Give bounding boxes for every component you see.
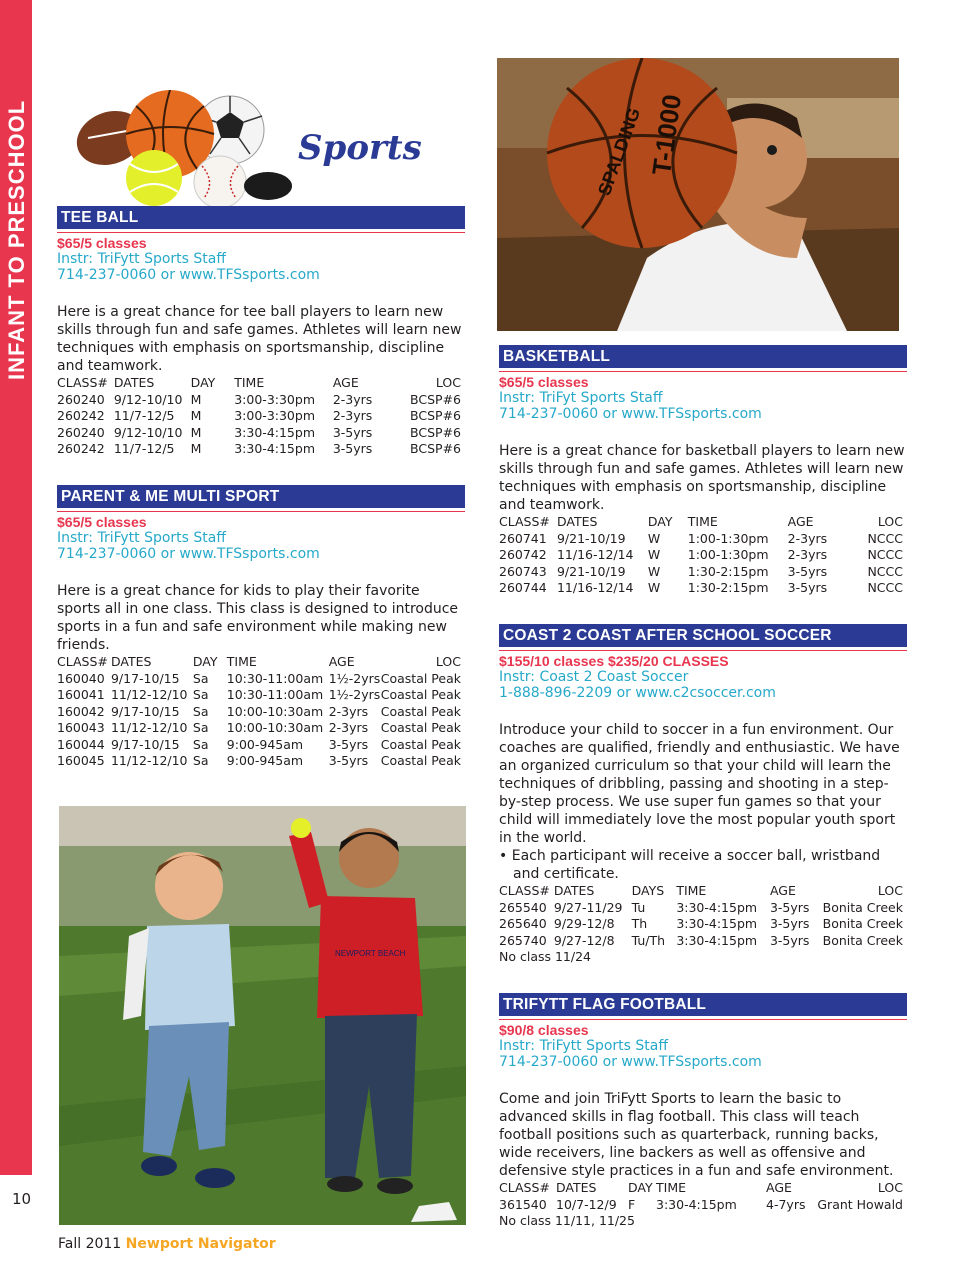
description: Here is a great chance for tee ball players to learn new skills through fun and safe games. Athletes will learn new techniques with emphasis on sportsmanship, discipline and teamwork. xyxy=(57,304,462,374)
table-row xyxy=(57,671,461,688)
table-cell: 9/12-10/10 xyxy=(113,424,183,440)
table-cell: 9/17-10/15 xyxy=(110,703,180,719)
table-cell: Sa xyxy=(192,753,209,768)
table-cell: 260240 xyxy=(57,391,105,407)
column-header: DAY xyxy=(192,654,218,669)
price: $65/5 classes xyxy=(499,374,589,390)
table-cell: W xyxy=(647,563,661,579)
table-cell: 3-5yrs xyxy=(769,899,810,915)
table-cell: 9/12-10/10 xyxy=(113,391,183,407)
table-cell: 9/21-10/19 xyxy=(556,530,626,546)
table-cell: 260242 xyxy=(57,441,105,456)
column-header: TIME xyxy=(676,883,707,898)
table-cell: 11/12-12/10 xyxy=(110,753,188,768)
table-row xyxy=(499,547,903,564)
column-header: AGE xyxy=(769,883,796,898)
table-cell: W xyxy=(647,530,661,546)
column-header: AGE xyxy=(332,375,359,390)
table-cell: 3-5yrs xyxy=(769,932,810,948)
basketball-kid-photo xyxy=(497,58,899,331)
parent-me-section xyxy=(57,485,465,770)
table-cell: 2-3yrs xyxy=(787,530,828,546)
ball-model-text: T-1000 xyxy=(646,92,688,177)
schedule-table xyxy=(499,514,903,597)
table-cell: 9/17-10/15 xyxy=(110,670,180,686)
column-header: TIME xyxy=(687,514,718,529)
ball-brand-text: SPALDING xyxy=(594,105,645,199)
section-heading: PARENT & ME MULTI SPORT xyxy=(57,485,465,508)
table-header-row xyxy=(499,883,903,900)
table-cell: 3-5yrs xyxy=(328,753,369,768)
table-cell: Coastal Peak xyxy=(380,687,461,702)
table-cell: 3-5yrs xyxy=(769,916,810,931)
instructor: Instr: TriFyt Sports Staff xyxy=(499,390,663,406)
column-header: TIME xyxy=(656,1180,687,1195)
table-cell: BCSP#6 xyxy=(410,424,461,440)
table-cell: 2-3yrs xyxy=(328,703,369,719)
table-cell: NCCC xyxy=(867,580,903,595)
table-cell: 361540 xyxy=(499,1196,547,1212)
hockey-puck-icon xyxy=(244,172,292,200)
table-row xyxy=(57,392,461,409)
contact-link[interactable]: 1-888-896-2209 or www.c2csoccer.com xyxy=(499,685,776,701)
table-row xyxy=(499,933,903,950)
table-cell: 9/17-10/15 xyxy=(110,736,180,752)
table-cell: 11/12-12/10 xyxy=(110,720,188,735)
table-row xyxy=(499,564,903,581)
table-cell: 3:30-4:15pm xyxy=(234,424,315,440)
column-header: DAY xyxy=(647,514,673,529)
table-row xyxy=(499,1197,903,1214)
table-cell: 11/12-12/10 xyxy=(110,687,188,702)
column-header: LOC xyxy=(435,375,461,390)
table-row xyxy=(499,900,903,917)
table-cell: M xyxy=(190,424,202,440)
table-cell: 10:30-11:00am xyxy=(226,670,324,686)
price: $155/10 classes $235/20 CLASSES xyxy=(499,653,729,669)
table-cell: BCSP#6 xyxy=(410,441,461,456)
table-cell: 9/21-10/19 xyxy=(556,563,626,579)
table-cell: Coastal Peak xyxy=(380,720,461,735)
table-cell: Sa xyxy=(192,670,209,686)
column-header: DATES xyxy=(553,883,595,898)
column-header: DAY xyxy=(190,375,216,390)
table-cell: NCCC xyxy=(867,530,903,546)
table-cell: 3:30-4:15pm xyxy=(676,916,758,931)
footer xyxy=(58,1236,276,1252)
contact-link[interactable]: 714-237-0060 or www.TFSsports.com xyxy=(499,1054,762,1070)
contact-link[interactable]: 714-237-0060 or www.TFSsports.com xyxy=(499,406,762,422)
table-row xyxy=(499,916,903,933)
table-cell: 1:30-2:15pm xyxy=(687,563,769,579)
schedule-table xyxy=(57,375,461,458)
table-cell: Bonita Creek xyxy=(822,932,903,948)
table-cell: Coastal Peak xyxy=(380,670,461,686)
table-cell: 160045 xyxy=(57,753,105,768)
table-cell: 9:00-945am xyxy=(226,736,304,752)
table-cell: 260743 xyxy=(499,563,547,579)
table-cell: 260744 xyxy=(499,580,547,595)
table-cell: 11/7-12/5 xyxy=(113,441,175,456)
column-header: TIME xyxy=(226,654,257,669)
column-header: CLASS# xyxy=(57,375,108,390)
table-cell: 2-3yrs xyxy=(787,547,828,562)
description xyxy=(499,721,907,883)
table-cell: 3-5yrs xyxy=(328,736,369,752)
footer-season: Fall 2011 xyxy=(58,1236,122,1252)
table-cell: 2-3yrs xyxy=(328,720,369,735)
column-header: LOC xyxy=(877,1180,903,1195)
table-row xyxy=(57,753,461,770)
page-title: Sports xyxy=(298,128,422,168)
description: Come and join TriFytt Sports to learn the basic to advanced skills in flag football. This class will teach football positions such as quarterback, running backs, wide receivers, line backers as well as offensive and defensive style practices in a fun and safe environment. xyxy=(499,1091,894,1179)
table-cell: W xyxy=(647,547,661,562)
table-cell: 160042 xyxy=(57,703,105,719)
tee-ball-section xyxy=(57,206,465,458)
table-cell: 160043 xyxy=(57,720,105,735)
table-cell: F xyxy=(628,1196,636,1212)
table-cell: 9/29-12/8 xyxy=(553,916,615,931)
table-cell: 260242 xyxy=(57,408,105,423)
table-cell: 1:00-1:30pm xyxy=(687,547,769,562)
price: $65/5 classes xyxy=(57,514,147,530)
table-cell: 3:30-4:15pm xyxy=(656,1196,737,1212)
table-cell: 11/7-12/5 xyxy=(113,408,175,423)
table-cell: Sa xyxy=(192,687,209,702)
table-cell: 3:00-3:30pm xyxy=(234,408,315,423)
table-cell: 1:30-2:15pm xyxy=(687,580,769,595)
table-cell: 9:00-945am xyxy=(226,753,304,768)
table-cell: 265640 xyxy=(499,916,547,931)
table-cell: 2-3yrs xyxy=(332,391,373,407)
table-cell: Coastal Peak xyxy=(380,753,461,768)
table-cell: 3-5yrs xyxy=(787,580,828,595)
table-cell: 260240 xyxy=(57,424,105,440)
table-cell: 3:30-4:15pm xyxy=(234,441,315,456)
table-cell: 4-7yrs xyxy=(766,1196,806,1212)
table-row xyxy=(499,580,903,597)
table-row xyxy=(57,687,461,704)
section-heading: TRIFYTT FLAG FOOTBALL xyxy=(499,993,907,1016)
table-cell: 160044 xyxy=(57,736,105,752)
table-cell: Sa xyxy=(192,720,209,735)
column-header: AGE xyxy=(328,654,355,669)
table-cell: 10:00-10:30am xyxy=(226,720,324,735)
sports-balls-illustration xyxy=(70,90,300,208)
contact-link[interactable]: 714-237-0060 or www.TFSsports.com xyxy=(57,267,320,283)
price: $65/5 classes xyxy=(57,235,147,251)
table-cell: 3:00-3:30pm xyxy=(234,391,315,407)
table-cell: 1:00-1:30pm xyxy=(687,530,769,546)
sidebar-strip xyxy=(0,0,32,1175)
table-cell: 11/16-12/14 xyxy=(556,547,634,562)
table-cell: BCSP#6 xyxy=(410,408,461,423)
table-header-row xyxy=(57,654,461,671)
table-cell: 3-5yrs xyxy=(332,424,373,440)
table-cell: Th xyxy=(631,916,648,931)
column-header: DATES xyxy=(113,375,155,390)
table-cell: Tu/Th xyxy=(631,932,666,948)
column-header: LOC xyxy=(877,514,903,529)
kid-shirt-text: NEWPORT BEACH xyxy=(335,949,406,958)
column-header: TIME xyxy=(234,375,265,390)
instructor: Instr: Coast 2 Coast Soccer xyxy=(499,669,689,685)
table-cell: 1½-2yrs xyxy=(328,670,381,686)
column-header: CLASS# xyxy=(499,883,550,898)
contact-link[interactable]: 714-237-0060 or www.TFSsports.com xyxy=(57,546,320,562)
table-cell: Bonita Creek xyxy=(822,916,903,931)
soccer-section xyxy=(499,624,907,966)
table-cell: 265740 xyxy=(499,932,547,948)
basketball-section xyxy=(499,345,907,597)
table-cell: 9/27-12/8 xyxy=(553,932,615,948)
table-row xyxy=(499,531,903,548)
section-heading: BASKETBALL xyxy=(499,345,907,368)
baseball-icon xyxy=(194,156,246,208)
table-cell: 9/27-11/29 xyxy=(553,899,623,915)
schedule-table xyxy=(499,883,903,949)
table-cell: Coastal Peak xyxy=(380,703,461,719)
table-cell: 11/16-12/14 xyxy=(556,580,634,595)
table-header-row xyxy=(499,514,903,531)
kids-playing-photo xyxy=(59,806,466,1225)
table-cell: NCCC xyxy=(867,547,903,562)
description-text: Introduce your child to soccer in a fun environment. Our coaches are qualified, friendly and enthusiastic. We have an organized curriculum so that your child will learn the techniques of dribbling, passing and shooting in a step-by-step process. We use super fun games so that your child will immediately love the most popular youth sport in the world. xyxy=(499,722,900,846)
column-header: DATES xyxy=(556,514,598,529)
column-header: LOC xyxy=(877,883,903,898)
table-cell: M xyxy=(190,408,202,423)
price: $90/8 classes xyxy=(499,1022,589,1038)
instructor: Instr: TriFytt Sports Staff xyxy=(57,530,227,546)
table-header-row xyxy=(499,1180,903,1197)
table-cell: 3:30-4:15pm xyxy=(676,899,758,915)
table-row xyxy=(57,704,461,721)
section-heading: TEE BALL xyxy=(57,206,465,229)
table-cell: M xyxy=(190,391,202,407)
table-cell: 10:00-10:30am xyxy=(226,703,324,719)
table-cell: W xyxy=(647,580,661,595)
table-cell: 265540 xyxy=(499,899,547,915)
description: Here is a great chance for basketball players to learn new skills through fun and safe games. Athletes will learn new techniques with emphasis on sportsmanship, discipline and teamwork. xyxy=(499,443,905,513)
table-cell: Bonita Creek xyxy=(822,899,903,915)
table-cell: Grant Howald xyxy=(817,1196,903,1212)
table-cell: Coastal Peak xyxy=(380,736,461,752)
table-cell: Sa xyxy=(192,736,209,752)
table-cell: 3-5yrs xyxy=(787,563,828,579)
column-header: DATES xyxy=(110,654,152,669)
schedule-table xyxy=(499,1180,903,1213)
instructor: Instr: TriFytt Sports Staff xyxy=(499,1038,669,1054)
table-cell: 260741 xyxy=(499,530,547,546)
table-row xyxy=(57,720,461,737)
section-heading: COAST 2 COAST AFTER SCHOOL SOCCER xyxy=(499,624,907,647)
table-cell: 160040 xyxy=(57,670,105,686)
table-cell: M xyxy=(190,441,202,456)
schedule-table xyxy=(57,654,461,770)
table-cell: 1½-2yrs xyxy=(328,687,381,702)
column-header: CLASS# xyxy=(57,654,108,669)
column-header: AGE xyxy=(787,514,814,529)
column-header: LOC xyxy=(435,654,461,669)
schedule-note: No class 11/24 xyxy=(499,949,591,964)
table-cell: NCCC xyxy=(867,563,903,579)
tennis-ball-icon xyxy=(126,150,182,206)
table-cell: BCSP#6 xyxy=(410,391,461,407)
column-header: DAYS xyxy=(631,883,665,898)
table-row xyxy=(57,408,461,425)
table-row xyxy=(57,441,461,458)
table-cell: 10:30-11:00am xyxy=(226,687,324,702)
page-number: 10 xyxy=(12,1190,32,1208)
flag-football-section xyxy=(499,993,907,1230)
sidebar-category-label: INFANT TO PRESCHOOL xyxy=(4,99,29,380)
column-header: DATES xyxy=(556,1180,597,1195)
bullet-item: • Each participant will receive a soccer ball, wristband and certificate. xyxy=(499,847,907,883)
basketball-ball xyxy=(547,58,737,248)
table-cell: Tu xyxy=(631,899,646,915)
footer-brand: Newport Navigator xyxy=(125,1236,276,1252)
table-header-row xyxy=(57,375,461,392)
table-cell: 2-3yrs xyxy=(332,408,373,423)
column-header: DAY xyxy=(628,1180,653,1195)
description: Here is a great chance for kids to play their favorite sports all in one class. This class is designed to introduce sports in a fun and safe environment while making new friends. xyxy=(57,583,459,653)
table-cell: 3:30-4:15pm xyxy=(676,932,758,948)
table-cell: 10/7-12/9 xyxy=(556,1196,617,1212)
table-row xyxy=(57,737,461,754)
column-header: CLASS# xyxy=(499,1180,550,1195)
table-cell: Sa xyxy=(192,703,209,719)
table-cell: 160041 xyxy=(57,687,105,702)
column-header: CLASS# xyxy=(499,514,550,529)
column-header: AGE xyxy=(766,1180,792,1195)
instructor: Instr: TriFytt Sports Staff xyxy=(57,251,227,267)
table-cell: 260742 xyxy=(499,547,547,562)
schedule-note: No class 11/11, 11/25 xyxy=(499,1213,635,1228)
table-cell: 3-5yrs xyxy=(332,441,373,456)
table-row xyxy=(57,425,461,442)
